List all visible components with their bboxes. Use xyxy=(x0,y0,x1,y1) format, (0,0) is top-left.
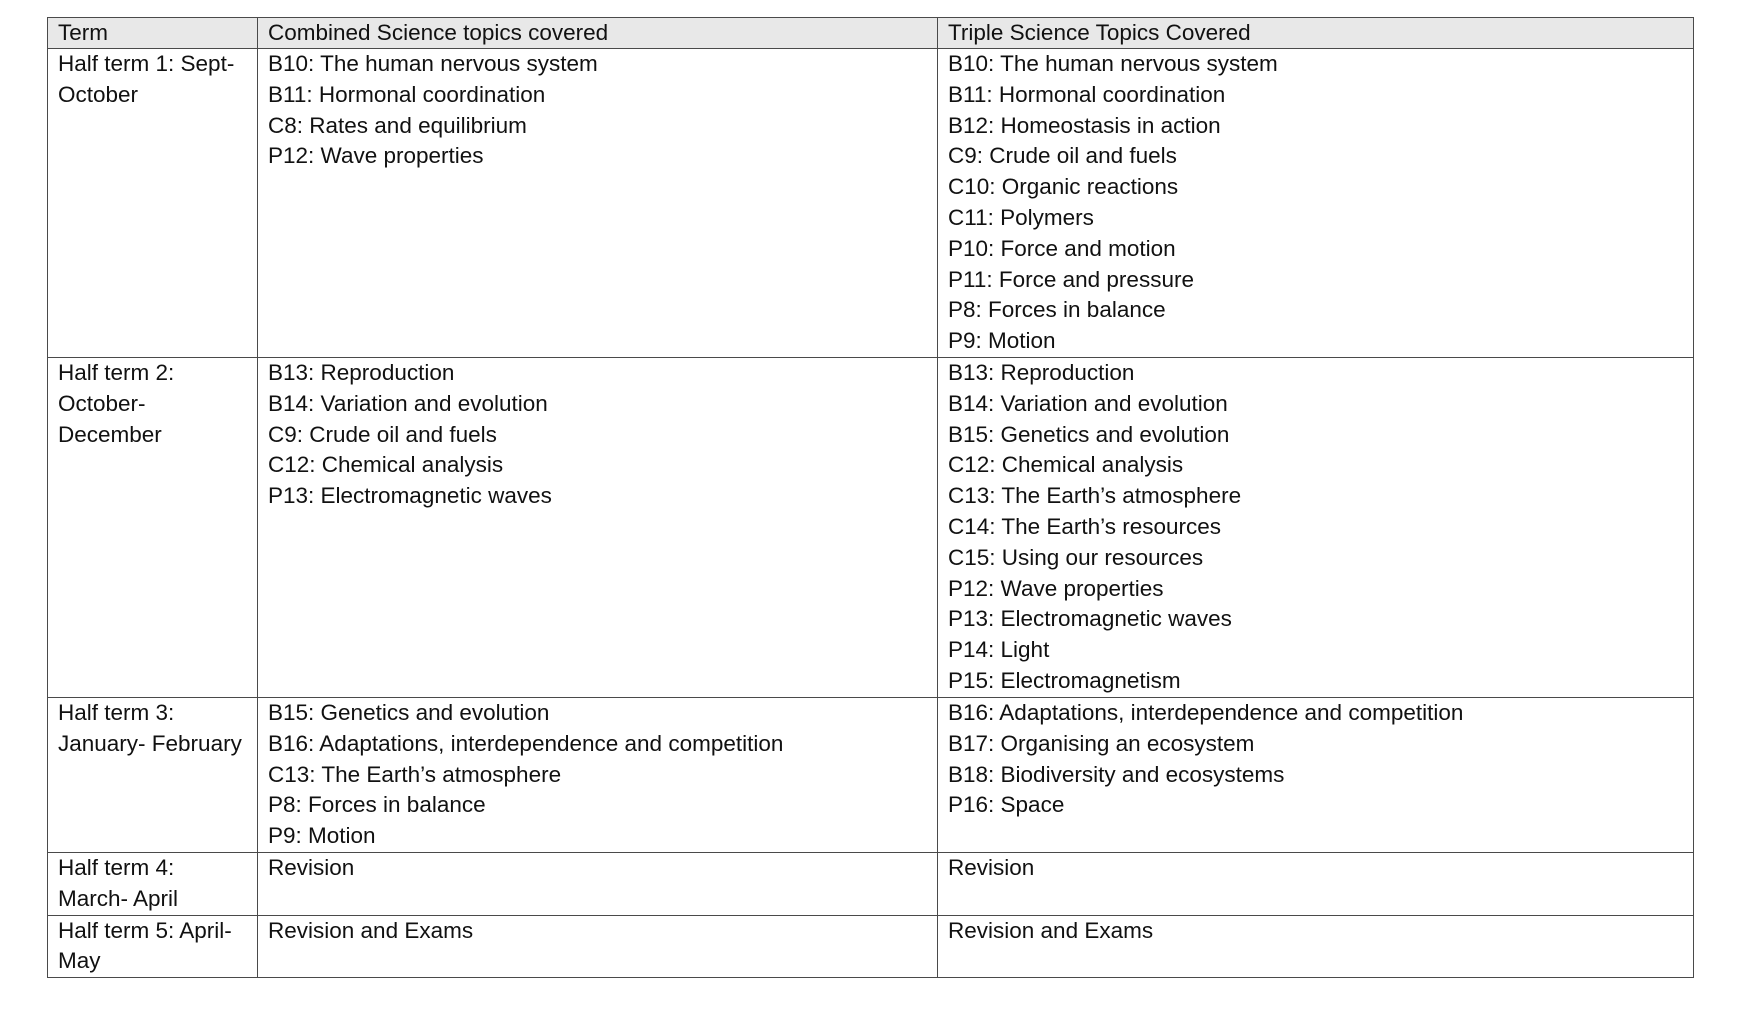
table-row xyxy=(48,49,1694,358)
combined-cell xyxy=(258,698,938,853)
topic-item: C15: Using our resources xyxy=(948,544,1204,570)
term-label: Half term 3: January- February xyxy=(58,700,242,756)
triple-cell xyxy=(938,358,1694,698)
topic-item: B10: The human nervous system xyxy=(948,51,1278,76)
topic-item: P9: Motion xyxy=(948,328,1056,354)
term-label: Half term 5: April-May xyxy=(58,917,232,974)
topic-item: C14: The Earth’s resources xyxy=(948,513,1222,539)
term-cell xyxy=(48,49,258,358)
combined-cell xyxy=(258,915,938,978)
header-row xyxy=(48,18,1694,49)
table-row xyxy=(48,915,1694,978)
topic-item: P9: Motion xyxy=(268,823,376,849)
topic-item: B18: Biodiversity and ecosystems xyxy=(948,761,1285,787)
topic-item: P10: Force and motion xyxy=(948,235,1176,261)
topic-item: P14: Light xyxy=(948,637,1050,663)
topic-item: B17: Organising an ecosystem xyxy=(948,730,1255,756)
topic-item: P15: Electromagnetism xyxy=(948,667,1181,693)
topic-item: B13: Reproduction xyxy=(268,360,455,385)
topic-item: C9: Crude oil and fuels xyxy=(948,143,1177,169)
topic-item: B16: Adaptations, interdependence and competition xyxy=(948,700,1464,725)
topic-item: P16: Space xyxy=(948,792,1065,818)
topic-item: B11: Hormonal coordination xyxy=(948,81,1226,107)
topic-item: C8: Rates and equilibrium xyxy=(268,112,527,138)
term-cell xyxy=(48,852,258,915)
topic-item: C13: The Earth’s atmosphere xyxy=(268,761,562,787)
topic-item: P11: Force and pressure xyxy=(948,266,1194,292)
term-label: Half term 1: Sept-October xyxy=(58,51,235,107)
table-row xyxy=(48,852,1694,915)
triple-cell xyxy=(938,915,1694,978)
topic-item: C12: Chemical analysis xyxy=(268,452,504,478)
topic-item: P13: Electromagnetic waves xyxy=(268,483,552,509)
table-row xyxy=(48,358,1694,698)
topic-item: B14: Variation and evolution xyxy=(268,390,548,416)
topic-item: C12: Chemical analysis xyxy=(948,452,1184,478)
topic-item: C13: The Earth’s atmosphere xyxy=(948,483,1242,509)
topic-item: B13: Reproduction xyxy=(948,360,1135,385)
topic-item: C11: Polymers xyxy=(948,204,1094,230)
topic-item: C9: Crude oil and fuels xyxy=(268,421,497,447)
topic-item: B15: Genetics and evolution xyxy=(268,700,550,725)
header-term: Term xyxy=(48,18,258,49)
topic-item: B14: Variation and evolution xyxy=(948,390,1228,416)
term-label: Half term 4: March- April xyxy=(58,854,179,911)
topic-item: B12: Homeostasis in action xyxy=(948,112,1221,138)
triple-cell xyxy=(938,49,1694,358)
topic-item: B15: Genetics and evolution xyxy=(948,421,1230,447)
term-cell xyxy=(48,358,258,698)
topic-item: P13: Electromagnetic waves xyxy=(948,606,1232,632)
header-triple: Triple Science Topics Covered xyxy=(938,18,1694,49)
topic-item: Revision xyxy=(268,854,355,880)
combined-cell xyxy=(258,852,938,915)
header-combined: Combined Science topics covered xyxy=(258,18,938,49)
topic-item: P12: Wave properties xyxy=(948,575,1164,601)
science-topics-table xyxy=(47,17,1694,978)
term-cell xyxy=(48,698,258,853)
topic-item: Revision xyxy=(948,854,1035,880)
combined-cell xyxy=(258,358,938,698)
combined-cell xyxy=(258,49,938,358)
table-row xyxy=(48,698,1694,853)
triple-cell xyxy=(938,698,1694,853)
topic-item: B11: Hormonal coordination xyxy=(268,81,546,107)
topic-item: P8: Forces in balance xyxy=(268,792,486,818)
topic-item: Revision and Exams xyxy=(948,917,1154,943)
topic-item: B16: Adaptations, interdependence and competition xyxy=(268,730,784,756)
topic-item: P8: Forces in balance xyxy=(948,297,1166,323)
topic-item: C10: Organic reactions xyxy=(948,174,1179,200)
topic-item: B10: The human nervous system xyxy=(268,51,598,76)
term-cell xyxy=(48,915,258,978)
topic-item: P12: Wave properties xyxy=(268,143,484,169)
term-label: Half term 2: October-December xyxy=(58,360,175,447)
topic-item: Revision and Exams xyxy=(268,917,474,943)
triple-cell xyxy=(938,852,1694,915)
